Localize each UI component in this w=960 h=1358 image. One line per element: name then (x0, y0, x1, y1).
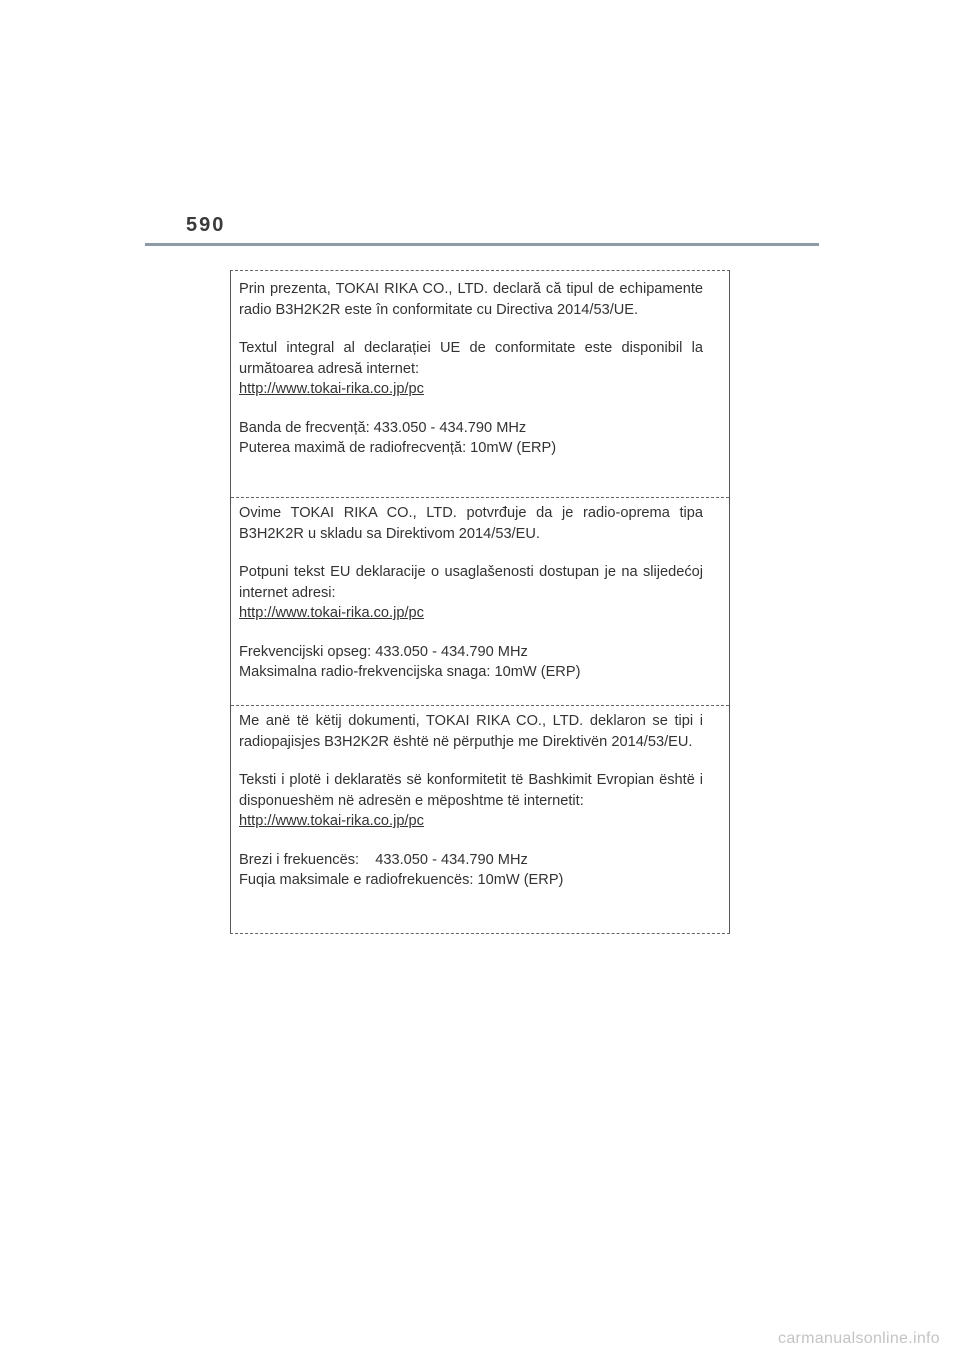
declaration-text: Ovime TOKAI RIKA CO., LTD. potvrđuje da je radio-oprema tipa B3H2K2R u skladu sa Direktivom 2014/53/EU. (239, 505, 703, 542)
declaration-url-link[interactable]: http://www.tokai-rika.co.jp/pc (239, 605, 424, 621)
page-number: 590 (186, 214, 226, 236)
declaration-text: Prin prezenta, TOKAI RIKA CO., LTD. declară că tipul de echipamente radio B3H2K2R este în conformitate cu Directiva 2014/53/UE. (239, 281, 703, 318)
declaration-url-link[interactable]: http://www.tokai-rika.co.jp/pc (239, 381, 424, 397)
watermark: carmanualsonline.info (778, 1330, 940, 1347)
fulltext-block (239, 770, 703, 832)
fulltext-intro: Textul integral al declarației UE de conformitate este disponibil la următoarea adresă internet: (239, 340, 703, 377)
specs-block (239, 642, 703, 683)
fulltext-block (239, 562, 703, 624)
max-power: Puterea maximă de radiofrecvență: 10mW (ERP) (239, 440, 557, 456)
section-divider (231, 705, 729, 706)
max-power: Maksimalna radio-frekvencijska snaga: 10mW (ERP) (239, 664, 581, 680)
max-power: Fuqia maksimale e radiofrekuencës: 10mW (ERP) (239, 872, 564, 888)
fulltext-block (239, 338, 703, 400)
header-rule (145, 243, 819, 246)
frequency-band: Brezi i frekuencës: 433.050 - 434.790 MHz (239, 851, 528, 868)
declaration-text: Me anë të këtij dokumenti, TOKAI RIKA CO., LTD. deklaron se tipi i radiopajisjes B3H2K2R është në përputhje me Direktivën 2014/53/EU. (239, 713, 703, 750)
declaration-url-link[interactable]: http://www.tokai-rika.co.jp/pc (239, 813, 424, 829)
fulltext-intro: Teksti i plotë i deklaratës së konformitetit të Bashkimit Evropian është i disponueshëm në adresën e mëposhtme të internetit: (239, 772, 703, 809)
frequency-band: Frekvencijski opseg: 433.050 - 434.790 MHz (239, 643, 528, 660)
declaration-box (230, 270, 730, 934)
fulltext-intro: Potpuni tekst EU deklaracije o usaglašenosti dostupan je na slijedećoj internet adresi: (239, 564, 703, 601)
frequency-band: Banda de frecvență: 433.050 - 434.790 MHz (239, 419, 527, 436)
declaration-section-romanian (239, 279, 703, 459)
specs-block (239, 850, 703, 891)
declaration-section-bosnian (239, 503, 703, 683)
section-divider (231, 497, 729, 498)
specs-block (239, 418, 703, 459)
declaration-section-albanian (239, 711, 703, 891)
